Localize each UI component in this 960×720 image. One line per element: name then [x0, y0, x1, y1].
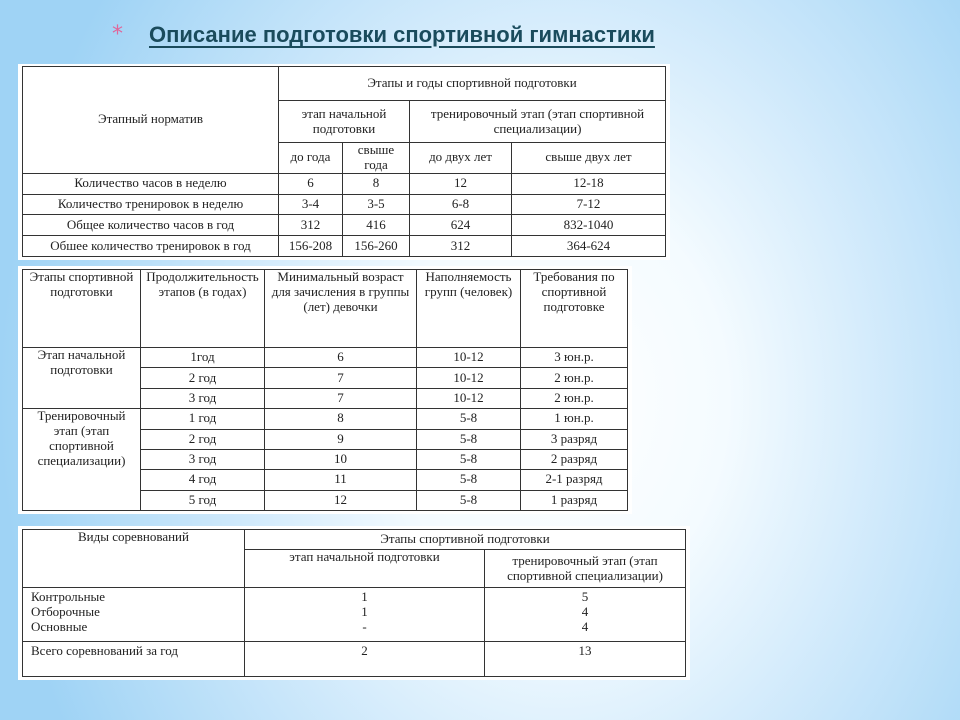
cell: 6	[265, 348, 417, 368]
cell: 3-5	[343, 194, 410, 215]
cell: 4	[581, 603, 589, 619]
cell: 7-12	[512, 194, 666, 215]
cell: 2 разряд	[521, 449, 628, 469]
total-label: Всего соревнований за год	[23, 642, 245, 677]
table-training-norms	[18, 64, 670, 260]
cell: 4 год	[141, 470, 265, 490]
cell: 6	[279, 173, 343, 194]
cell: 5-8	[417, 429, 521, 449]
header-cell: Требования по спортивной подготовке	[521, 270, 628, 348]
cell: 1	[361, 589, 368, 604]
cell: 8	[343, 173, 410, 194]
cell: 10-12	[417, 368, 521, 388]
star-bullet-icon: *	[112, 22, 123, 47]
header-stage-training: тренировочный этап (этап спортивной специализации)	[485, 550, 686, 588]
header-cell: Этапы спортивной подготовки	[23, 270, 141, 348]
cell: 832-1040	[512, 215, 666, 236]
header-metric: Этапный норматив	[23, 67, 279, 174]
cell: 5-8	[417, 449, 521, 469]
cell: 312	[279, 215, 343, 236]
cell: 3 юн.р.	[521, 348, 628, 368]
cell: 2 год	[141, 429, 265, 449]
cell: 1	[361, 603, 368, 619]
cell: 2	[245, 642, 485, 677]
cell: 5	[581, 589, 589, 604]
header-stages: Этапы спортивной подготовки	[245, 530, 686, 550]
training-values	[485, 588, 686, 642]
title-row	[112, 18, 655, 52]
cell: 10	[265, 449, 417, 469]
cell: 7	[265, 368, 417, 388]
subheader: свыше двух лет	[512, 143, 666, 174]
cell: 5-8	[417, 470, 521, 490]
cell: 1год	[141, 348, 265, 368]
cell: 156-260	[343, 236, 410, 257]
header-stages: Этапы и годы спортивной подготовки	[279, 67, 666, 101]
cell: 2 юн.р.	[521, 368, 628, 388]
table-row	[23, 348, 628, 368]
cell: 3 разряд	[521, 429, 628, 449]
table-row	[23, 173, 666, 194]
cell: 9	[265, 429, 417, 449]
cell: 312	[410, 236, 512, 257]
cell: 156-208	[279, 236, 343, 257]
initial-values	[245, 588, 485, 642]
table-row	[23, 194, 666, 215]
cell: 2 год	[141, 368, 265, 388]
cell: 5-8	[417, 409, 521, 429]
cell: 2-1 разряд	[521, 470, 628, 490]
cell: 12-18	[512, 173, 666, 194]
cell: -	[362, 618, 367, 634]
table-stages-requirements	[18, 266, 632, 514]
table-row-total	[23, 642, 686, 677]
cell: 3 год	[141, 449, 265, 469]
kind-label: Контрольные	[31, 589, 106, 604]
subheader: до года	[279, 143, 343, 174]
cell: 416	[343, 215, 410, 236]
competition-kinds	[23, 588, 245, 642]
cell: 5-8	[417, 490, 521, 510]
kind-label: Основные	[31, 618, 88, 634]
cell: 8	[265, 409, 417, 429]
header-stage-training: тренировочный этап (этап спортивной специализации)	[410, 101, 666, 143]
table-row	[23, 215, 666, 236]
cell: 13	[485, 642, 686, 677]
cell: 1 юн.р.	[521, 409, 628, 429]
table-row	[23, 588, 686, 642]
cell: 5 год	[141, 490, 265, 510]
header-cell: Наполняемость групп (человек)	[417, 270, 521, 348]
cell: 12	[265, 490, 417, 510]
cell: 624	[410, 215, 512, 236]
cell: 6-8	[410, 194, 512, 215]
row-label: Количество часов в неделю	[23, 173, 279, 194]
table-row	[23, 236, 666, 257]
header-cell: Минимальный возраст для зачисления в группы (лет) девочки	[265, 270, 417, 348]
cell: 3 год	[141, 388, 265, 408]
cell: 12	[410, 173, 512, 194]
cell: 1 разряд	[521, 490, 628, 510]
table-competitions	[18, 526, 690, 680]
group-label-initial: Этап начальной подготовки	[23, 348, 141, 409]
subheader: свыше года	[343, 143, 410, 174]
header-stage-initial: этап начальной подготовки	[245, 550, 485, 588]
subheader: до двух лет	[410, 143, 512, 174]
group-label-training: Тренировочный этап (этап спортивной специализации)	[23, 409, 141, 511]
cell: 1 год	[141, 409, 265, 429]
table-row	[23, 409, 628, 429]
kind-label: Отборочные	[31, 603, 100, 619]
cell: 4	[581, 618, 589, 634]
cell: 364-624	[512, 236, 666, 257]
header-cell: Продолжительность этапов (в годах)	[141, 270, 265, 348]
cell: 2 юн.р.	[521, 388, 628, 408]
cell: 3-4	[279, 194, 343, 215]
row-label: Общее количество часов в год	[23, 215, 279, 236]
cell: 10-12	[417, 388, 521, 408]
cell: 11	[265, 470, 417, 490]
header-kinds: Виды соревнований	[23, 530, 245, 588]
page-title: Описание подготовки спортивной гимнастики	[149, 22, 655, 47]
cell: 10-12	[417, 348, 521, 368]
row-label: Обшее количество тренировок в год	[23, 236, 279, 257]
cell: 7	[265, 388, 417, 408]
row-label: Количество тренировок в неделю	[23, 194, 279, 215]
header-stage-initial: этап начальной подготовки	[279, 101, 410, 143]
